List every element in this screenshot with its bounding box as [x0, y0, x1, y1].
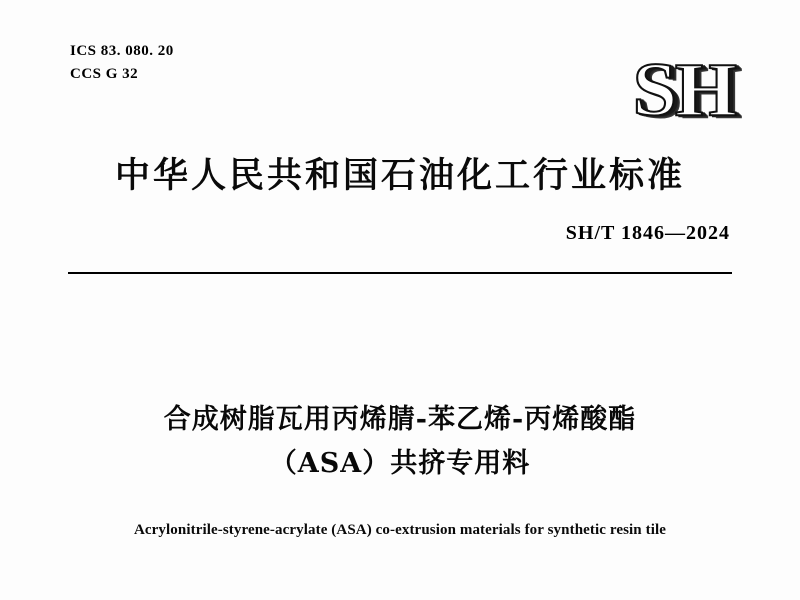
classification-codes	[70, 40, 174, 86]
document-title-line2: （ASA）共挤专用料	[269, 448, 531, 479]
sh-emblem-label: SH	[632, 48, 735, 132]
sh-emblem-icon	[552, 48, 735, 132]
horizontal-divider	[68, 272, 732, 274]
document-title	[60, 398, 740, 486]
document-subtitle-english: Acrylonitrile-styrene-acrylate (ASA) co-extrusion materials for synthetic resin tile	[133, 522, 666, 538]
ics-code: ICS 83. 080. 20	[70, 43, 174, 59]
ccs-code: CCS G 32	[70, 66, 139, 82]
standard-number: SH/T 1846—2024	[565, 222, 730, 244]
document-title-line1: 合成树脂瓦用丙烯腈-苯乙烯-丙烯酸酯	[163, 404, 637, 435]
issuing-authority-title: 中华人民共和国石油化工行业标准	[114, 155, 685, 196]
